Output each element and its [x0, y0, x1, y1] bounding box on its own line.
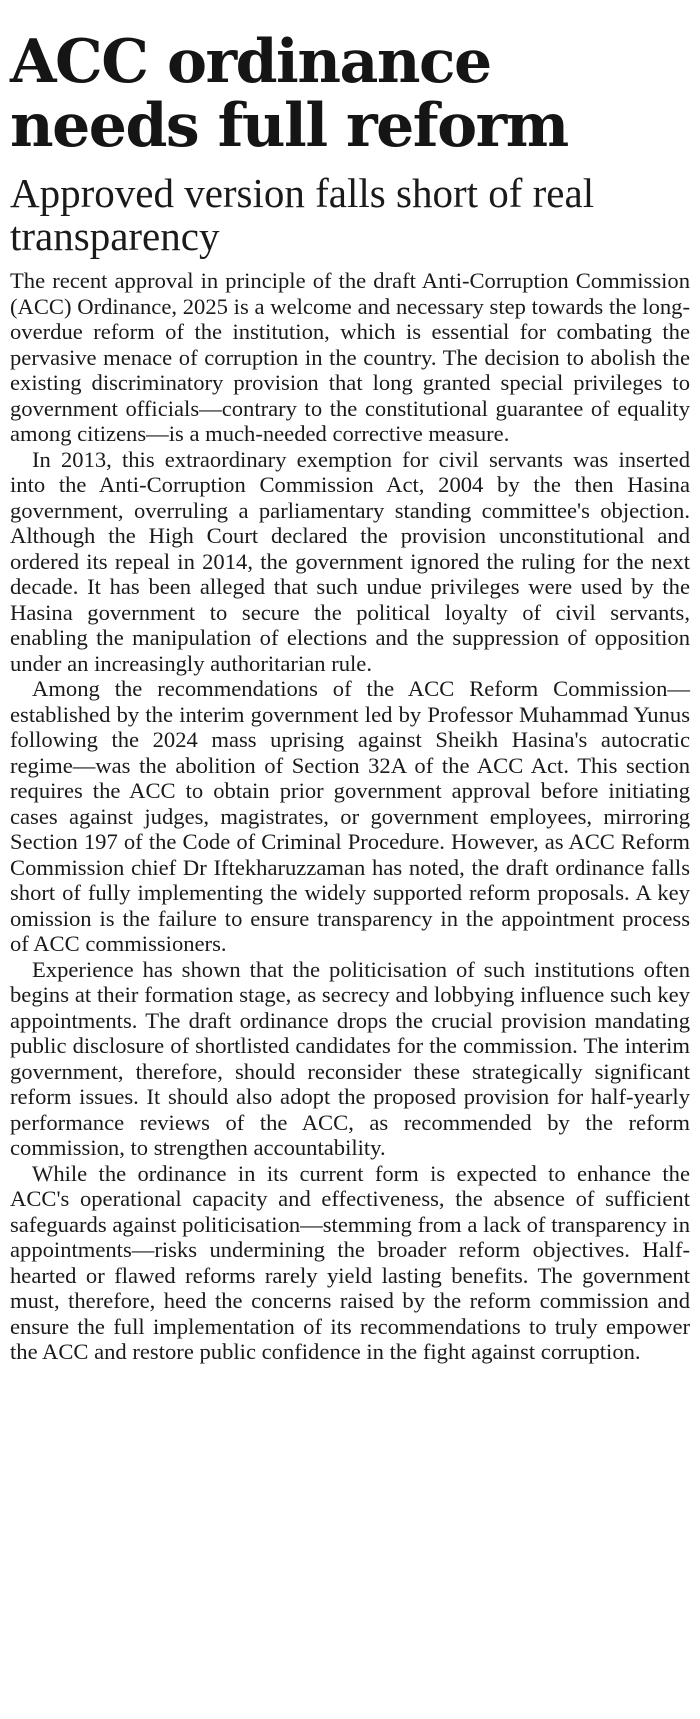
article-body [10, 268, 690, 1365]
headline: ACC ordinance needs full reform [10, 27, 568, 161]
paragraph: In 2013, this extraordinary exemption for civil servants was inserted into the Anti-Corruption Commission Act, 2004 by the then Hasina government, overruling a parliamentary standing committee's objection. Although the High Court declared the provision unconstitutional and ordered its repeal in 2014, the government ignored the ruling for the next decade. It has been alleged that such undue privileges were used by the Hasina government to secure the political loyalty of civil servants, enabling the manipulation of elections and the suppression of opposition under an increasingly authoritarian rule. [10, 446, 690, 676]
paragraph: Among the recommendations of the ACC Reform Commission—established by the interim government led by Professor Muhammad Yunus following the 2024 mass uprising against Sheikh Hasina's autocratic regime—was the abolition of Section 32A of the ACC Act. This section requires the ACC to obtain prior government approval before initiating cases against judges, magistrates, or government employees, mirroring Section 197 of the Code of Criminal Procedure. However, as ACC Reform Commission chief Dr Iftekharuzzaman has noted, the draft ordinance falls short of fully implementing the widely supported reform proposals. A key omission is the failure to ensure transparency in the appointment process of ACC commissioners. [10, 676, 690, 956]
editorial-article [10, 0, 690, 1365]
subheadline: Approved version falls short of real transparency [10, 170, 595, 259]
paragraph: While the ordinance in its current form is expected to enhance the ACC's operational capacity and effectiveness, the absence of sufficient safeguards against politicisation—stemming from a lack of transparency in appointments—risks undermining the broader reform objectives. Half-hearted or flawed reforms rarely yield lasting benefits. The government must, therefore, heed the concerns raised by the reform commission and ensure the full implementation of its recommendations to truly empower the ACC and restore public confidence in the fight against corruption. [10, 1160, 690, 1364]
paragraph: The recent approval in principle of the draft Anti-Corruption Commission (ACC) Ordinance, 2025 is a welcome and necessary step towards the long-overdue reform of the institution, which is essential for combating the pervasive menace of corruption in the country. The decision to abolish the existing discriminatory provision that long granted special privileges to government officials—contrary to the constitutional guarantee of equality among citizens—is a much-needed corrective measure. [10, 268, 690, 446]
paragraph: Experience has shown that the politicisation of such institutions often begins at their formation stage, as secrecy and lobbying influence such key appointments. The draft ordinance drops the crucial provision mandating public disclosure of shortlisted candidates for the commission. The interim government, therefore, should reconsider these strategically significant reform issues. It should also adopt the proposed provision for half-yearly performance reviews of the ACC, as recommended by the reform commission, to strengthen accountability. [10, 956, 690, 1160]
